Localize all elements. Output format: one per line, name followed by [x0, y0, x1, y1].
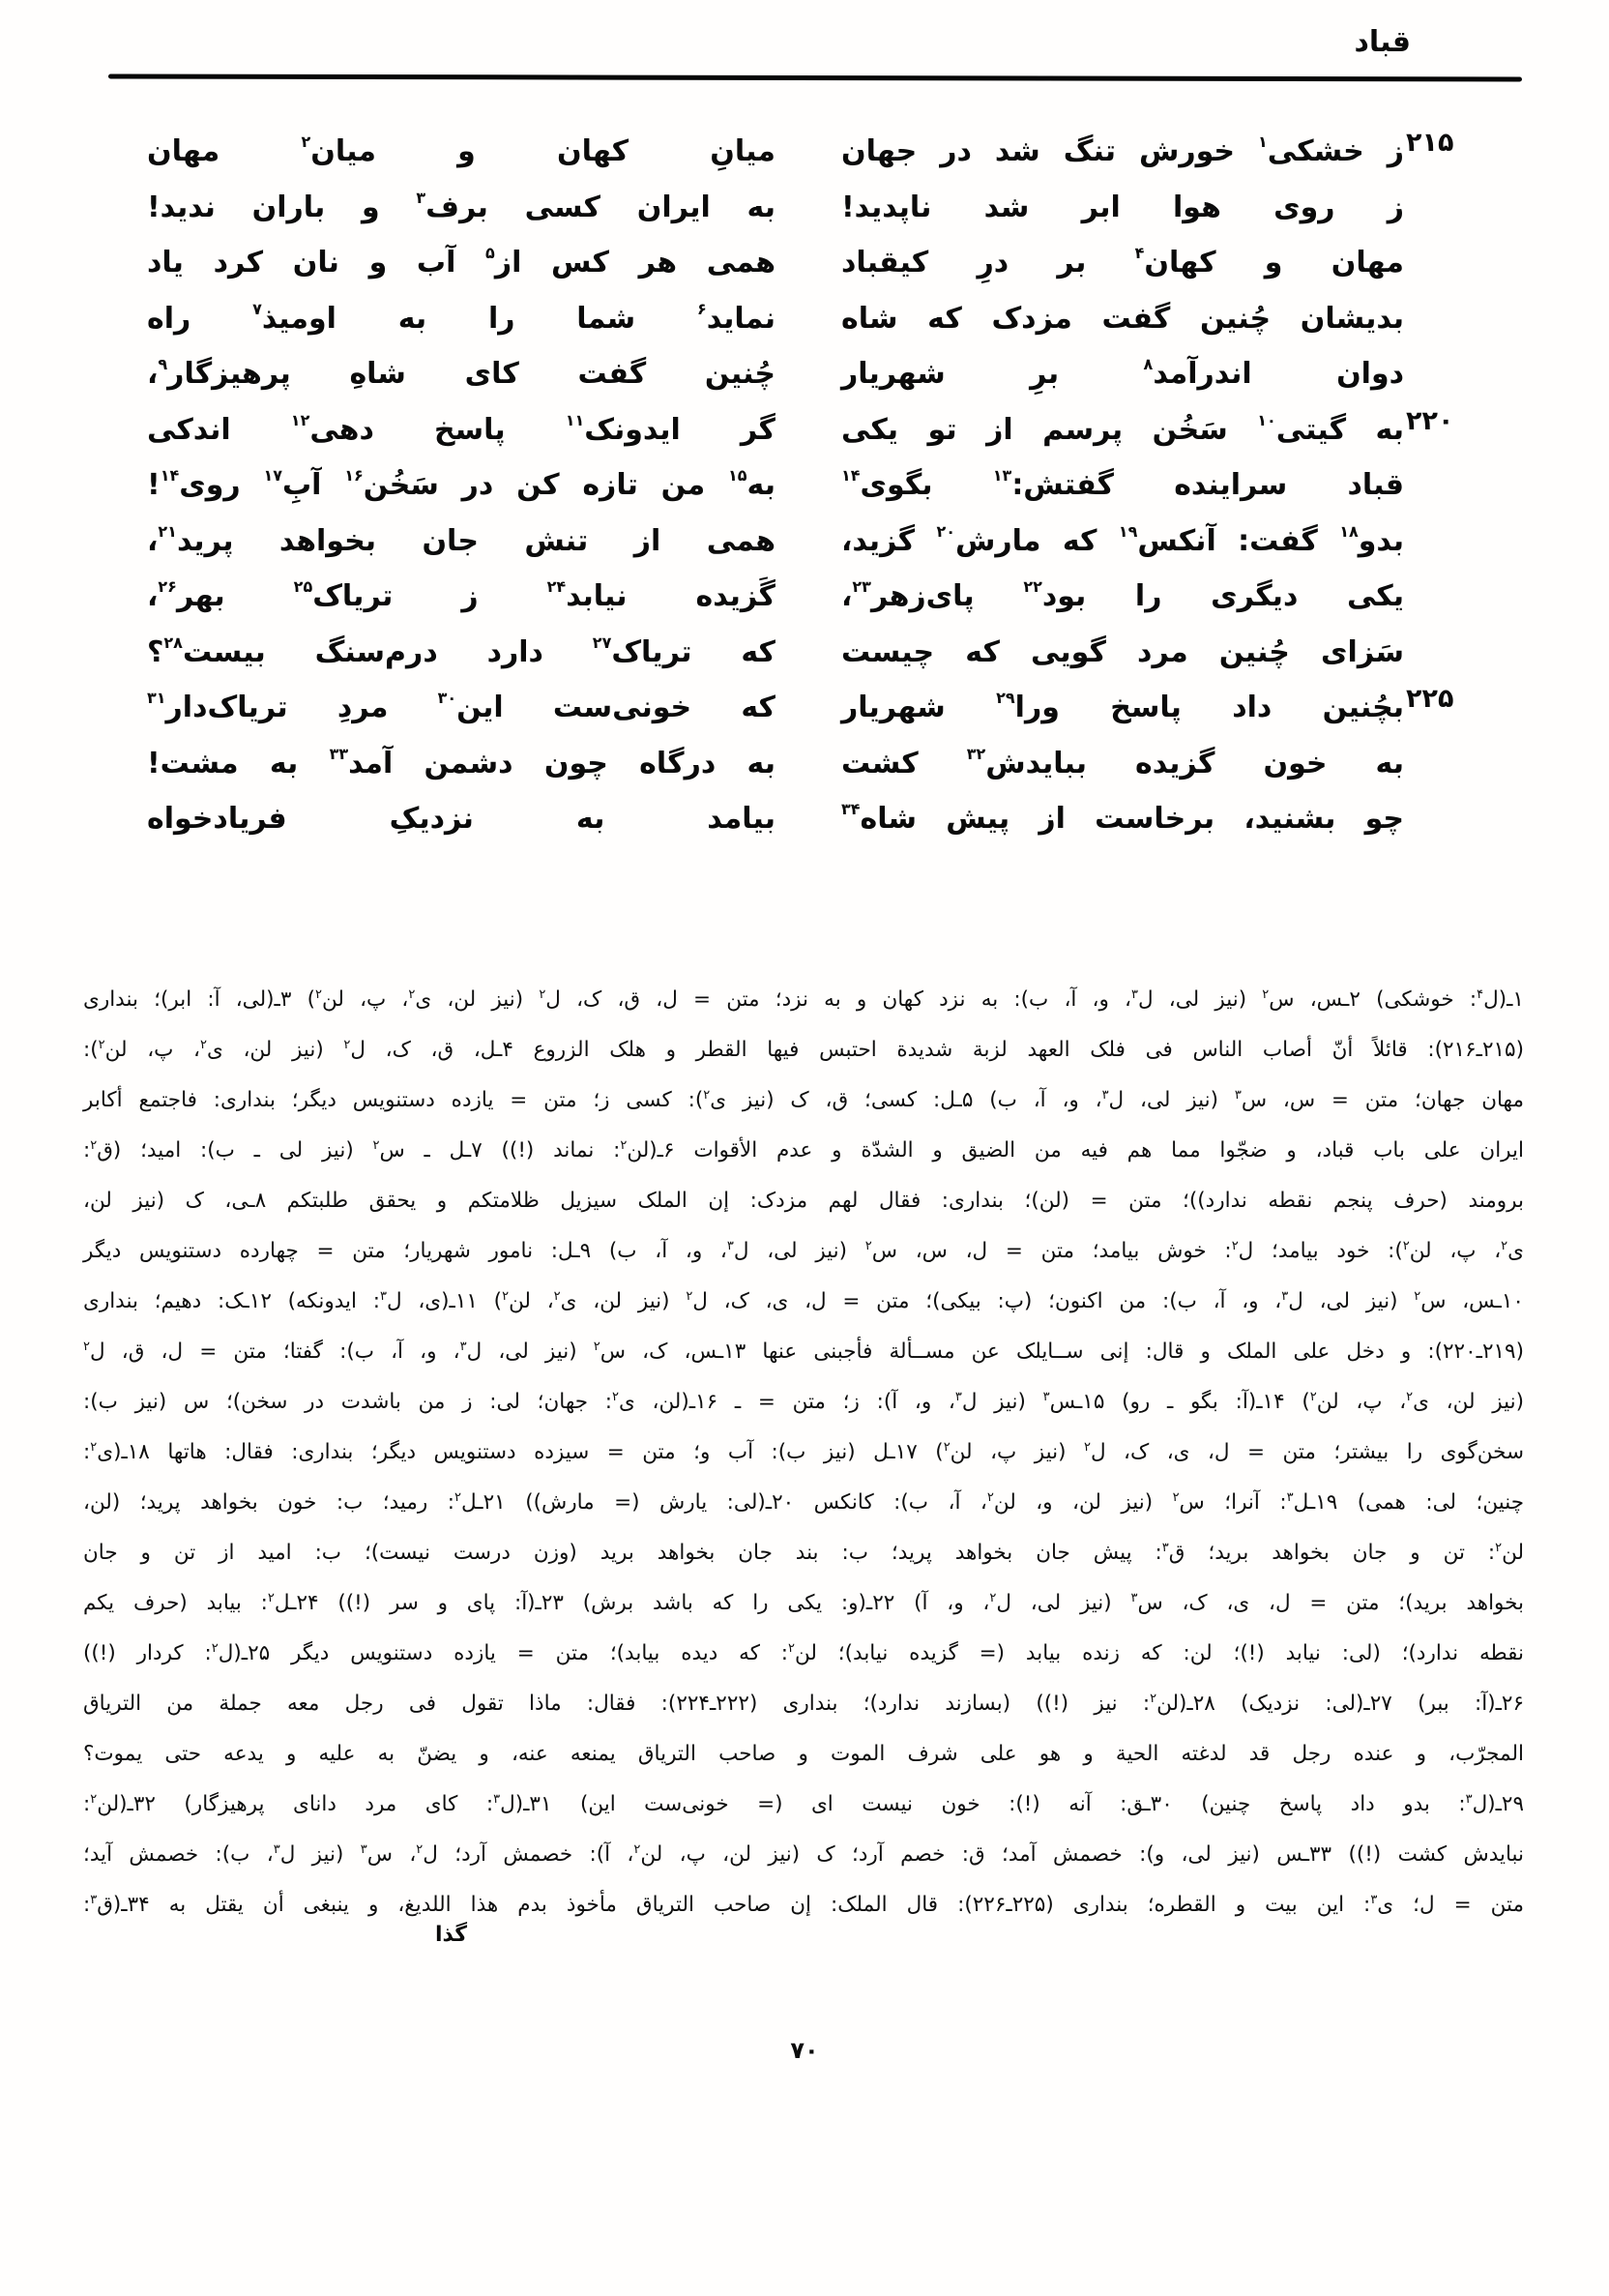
poem-line-right-9: یکی دیگری را بود$^{۲۲}$ پای‌زهر$^{۲۳}$،	[841, 577, 1405, 613]
footnote-line-8: (۲۱۹ـ۲۲۰): و دخل علی الملک و قال: إنی ســایلک عن مســألة فأجبنی عنها ۱۳ـس، ک، س$^۲$ (نیز لی، ل$^۳$، و، آ، ب): گفتا؛ متن = ل، ق، ل$^۲$	[83, 1339, 1524, 1364]
poem-line-right-1: ز خشکی$^۱$ خورش تنگ شد در جهان	[841, 132, 1404, 168]
critical-apparatus	[83, 975, 1524, 1930]
poem-line-right-5: دوان اندرآمد$^۸$ برِ شهریار	[841, 355, 1404, 391]
footnote-line-16: المجرّب، و عنده رجل قد لدغته الحیة و هو علی شرف الموت و صاحب التریاق یمنعه عنه، و یضنّ به علیه و یدعه حتی یموت؟	[83, 1742, 1524, 1766]
footnote-line-6: ی$^۲$، پ، لن$^۲$): خود بیامد؛ ل$^۲$: خوش بیامد؛ متن = ل، س، س$^۲$ (نیز لی، ل$^۳$، و، آ، ب) ۹ـل: نامور شهریار؛ متن = چهارده دستنویس دیگر	[83, 1239, 1524, 1263]
footnote-line-15: ۲۶ـ(آ: ببر) ۲۷ـ(لی: نزدیک) ۲۸ـ(لن$^۲$: نیز (!)) (بسازند ندارد)؛ بنداری (۲۲۲ـ۲۲۴): فقال: ماذا تقول فی رجل معه جملة من التریاق	[83, 1692, 1525, 1716]
footnote-line-18: نبایدش کشت (!)) ۳۳ـس (نیز لی، و): خصمش آمد؛ ق: خصم آرد؛ ک (نیز لن، پ، لن$^۲$، آ): خصمش آرد؛ ل$^۲$، س$^۳$ (نیز ل$^۳$، ب): خصمش آید؛	[83, 1842, 1525, 1867]
footnote-line-5: برومند (حرف پنجم نقطه ندارد))؛ متن = (لن)؛ بنداری: فقال لهم مزدک: إن الملک سیزیل ظلامتکم و یحقق طلبتکم ۸ـی، ک (نیز لن،	[83, 1189, 1524, 1213]
poem-left-column	[147, 124, 775, 847]
poem-line-left-3: همی هر کس از$^۵$ آب و نان کرد یاد	[147, 244, 775, 280]
verse-number-220: ۲۲۰	[1406, 406, 1454, 436]
poem-line-right-10: سَزای چُنین مرد گویی که چیست	[841, 634, 1404, 669]
poem-line-right-13: چو بشنید، برخاست از پیش شاه$^{۳۴}$	[841, 800, 1404, 836]
poem-line-left-2: به ایران کسی برف$^۳$ و باران ندید!	[147, 188, 775, 224]
footnote-line-19: متن = ل؛ ی$^۳$: این بیت و القطره؛ بنداری (۲۲۵ـ۲۲۶): قال الملک: إن صاحب التریاق مأخوذ بدم هذا اللدیغ، و ینبغی أن یقتل به ۳۴ـ(ق$^۳$:	[83, 1893, 1525, 1917]
poem-line-left-11: که خونی‌ست این$^{۳۰}$ مردِ تریاک‌دار$^{۳۱}$	[147, 689, 775, 724]
page-number: ۷۰	[790, 2037, 819, 2064]
catchword: گذا	[435, 1923, 468, 1947]
header-rule	[108, 74, 1522, 81]
footnote-line-9: (نیز لن، ی$^۲$، پ، لن$^۲$) ۱۴ـ(آ: بگو ـ رو) ۱۵ـس$^۳$ (نیز ل$^۳$، و، آ): ز؛ متن = ـ ۱۶ـ(لن، ی$^۲$: جهان؛ لی: ز من باشدت در سخن)؛ س (نیز ب):	[83, 1390, 1524, 1414]
poem-line-right-12: به خون گزیده ببایدش$^{۳۲}$ کشت	[841, 744, 1404, 780]
footnote-line-12: لن$^۲$: تن و جان بخواهد برید؛ ق$^۳$: پیش جان بخواهد پرید؛ ب: بند جان بخواهد برید (وزن درست نیست)؛ ب: امید از تن و جان	[83, 1541, 1524, 1565]
poem-line-right-7: قباد سراینده گفتش:$^{۱۳}$ بگوی$^{۱۴}$	[841, 466, 1404, 502]
footnote-line-1: ۱ـ(ل$^۴$: خوشکی) ۲ـس، س$^۲$ (نیز لی، ل$^۳$، و، آ، ب): به نزد کهان و به نزد؛ متن = ل، ق، ک، ل$^۲$ (نیز لن، ی$^۲$، پ، لن$^۲$) ۳ـ(لی، آ: ابر)؛ بنداری	[83, 987, 1524, 1012]
footnote-line-7: ۱۰ـس، س$^۲$ (نیز لی، ل$^۳$، و، آ، ب): من اکنون؛ (پ: بیکی)؛ متن = ل، ی، ک، ل$^۲$ (نیز لن، ی$^۲$، لن$^۲$) ۱۱ـ(ی، ل$^۳$: ایدونکه) ۱۲ـک: دهیم؛ بنداری	[83, 1289, 1524, 1313]
poem-line-left-10: که تریاک$^{۲۷}$ دارد درم‌سنگ بیست$^{۲۸}$؟	[147, 633, 776, 669]
footnote-line-14: نقطه ندارد)؛ (لی: نیابد (!)؛ لن: که زنده بیابد (= گزیده نیابد)؛ لن$^۲$: که دیده بیابد)؛ متن = یازده دستنویس دیگر ۲۵ـ(ل$^۲$: کردار (!))	[83, 1641, 1524, 1665]
poem-line-left-6: گر ایدونک$^{۱۱}$ پاسخ دهی$^{۱۲}$ اندکی	[147, 410, 776, 447]
footnote-line-10: سخن‌گوی را بیشتر؛ متن = ل، ی، ک، ل$^۲$ (نیز پ، لن$^۲$) ۱۷ـل (نیز ب): آب و؛ متن = سیزده دستنویس دیگر؛ بنداری: فقال: هاتها ۱۸ـ(ی$^۲$:	[83, 1440, 1524, 1464]
footnote-line-2: (۲۱۵ـ۲۱۶): قائلاً أنّ أصاب الناس فی فلک العهد لزبة شدیدة احتبس فیها القطر و هلک الزروع ۴ـل، ق، ک، ل$^۲$ (نیز لن، ی$^۲$، پ، لن$^۲$):	[83, 1038, 1524, 1062]
poem-line-right-11: بچُنین داد پاسخ ورا$^{۲۹}$ شهریار	[841, 689, 1404, 724]
poem-line-left-8: همی از تنش جان بخواهد پرید$^{۲۱}$،	[147, 521, 775, 558]
poem-line-right-3: مهان و کهان$^۴$ بر درِ کیقباد	[841, 244, 1404, 280]
poem-line-left-1: میانِ کهان و میان$^۲$ مهان	[147, 132, 776, 168]
page-header-title: قباد	[1354, 25, 1411, 59]
poem-line-left-13: بیامد به نزدیکِ فریادخواه	[147, 802, 775, 836]
poem-line-left-9: گَزیده نیابد$^{۲۴}$ ز تریاک$^{۲۵}$ بهر$^{۲۶}$،	[147, 577, 775, 613]
poem-line-right-4: بدیشان چُنین گفت مزدک که شاه	[841, 301, 1404, 336]
poem-line-right-6: به گیتی$^{۱۰}$ سَخُن پرسم از تو یکی	[841, 410, 1404, 447]
poem-line-left-4: نماید$^۶$ شما را به اومیذ$^۷$ راه	[147, 299, 775, 336]
footnote-line-11: چنین؛ لی: همی) ۱۹ـل$^۳$: آنرا؛ س$^۲$ (نیز لن، و، لن$^۲$، آ، ب): کانکس ۲۰ـ(لی: یارش (= مارش)) ۲۱ـل$^۲$: رمید؛ ب: خون بخواهد پرید؛ (لن،	[83, 1490, 1524, 1515]
footnote-line-13: بخواهد برید)؛ متن = ل، ی، ک، س$^۳$ (نیز لی، ل$^۲$، و، آ) ۲۲ـ(و: یکی را که باشد برش) ۲۳ـ(آ: پای و سر (!)) ۲۴ـل$^۲$: بیابد (حرف یکم	[83, 1591, 1525, 1615]
footnote-line-3: مهان جهان؛ متن = س، س$^۳$ (نیز لی، ل$^۳$، و، آ، ب) ۵ـل: کسی؛ ق، ک (نیز ی$^۲$): کسی ز؛ متن = یازده دستنویس دیگر؛ بنداری: فاجتمع أکابر	[83, 1088, 1524, 1112]
poem-line-left-7: به$^{۱۵}$ من تازه کن در سَخُن$^{۱۶}$ آبِ$^{۱۷}$ روی$^{۱۴}$!	[147, 466, 776, 502]
poem-line-left-12: به درگاه چون دشمن آمد$^{۳۳}$ به مشت!	[147, 744, 775, 780]
verse-number-215: ۲۱۵	[1406, 128, 1454, 158]
footnote-line-4: ایران علی باب قباد، و ضجّوا مما هم فیه من الضیق و الشدّة و عدم الأقوات ۶ـ(لن$^۲$: نماند (!)) ۷ـل ـ س$^۲$ (نیز لی ـ ب): امید؛ (ق$^۲$:	[83, 1138, 1524, 1163]
poem-right-column	[841, 124, 1404, 847]
footnote-line-17: ۲۹ـ(ل$^۳$: بدو داد پاسخ چنین) ۳۰ـق: آنه (!): خون نیست ای (= خونی‌ست این) ۳۱ـ(ل$^۳$: کای مرد دانای پرهیزگار) ۳۲ـ(لن$^۲$:	[83, 1792, 1524, 1816]
poem-line-right-8: بدو$^{۱۸}$ گفت: آنکس$^{۱۹}$ که مارش$^{۲۰}$ گزید،	[841, 521, 1404, 558]
poem-line-left-5: چُنین گفت کای شاهِ پرهیزگار$^۹$،	[147, 355, 775, 391]
verse-number-225: ۲۲۵	[1406, 684, 1454, 714]
poem-line-right-2: ز روی هوا ابر شد ناپدید!	[841, 190, 1404, 224]
